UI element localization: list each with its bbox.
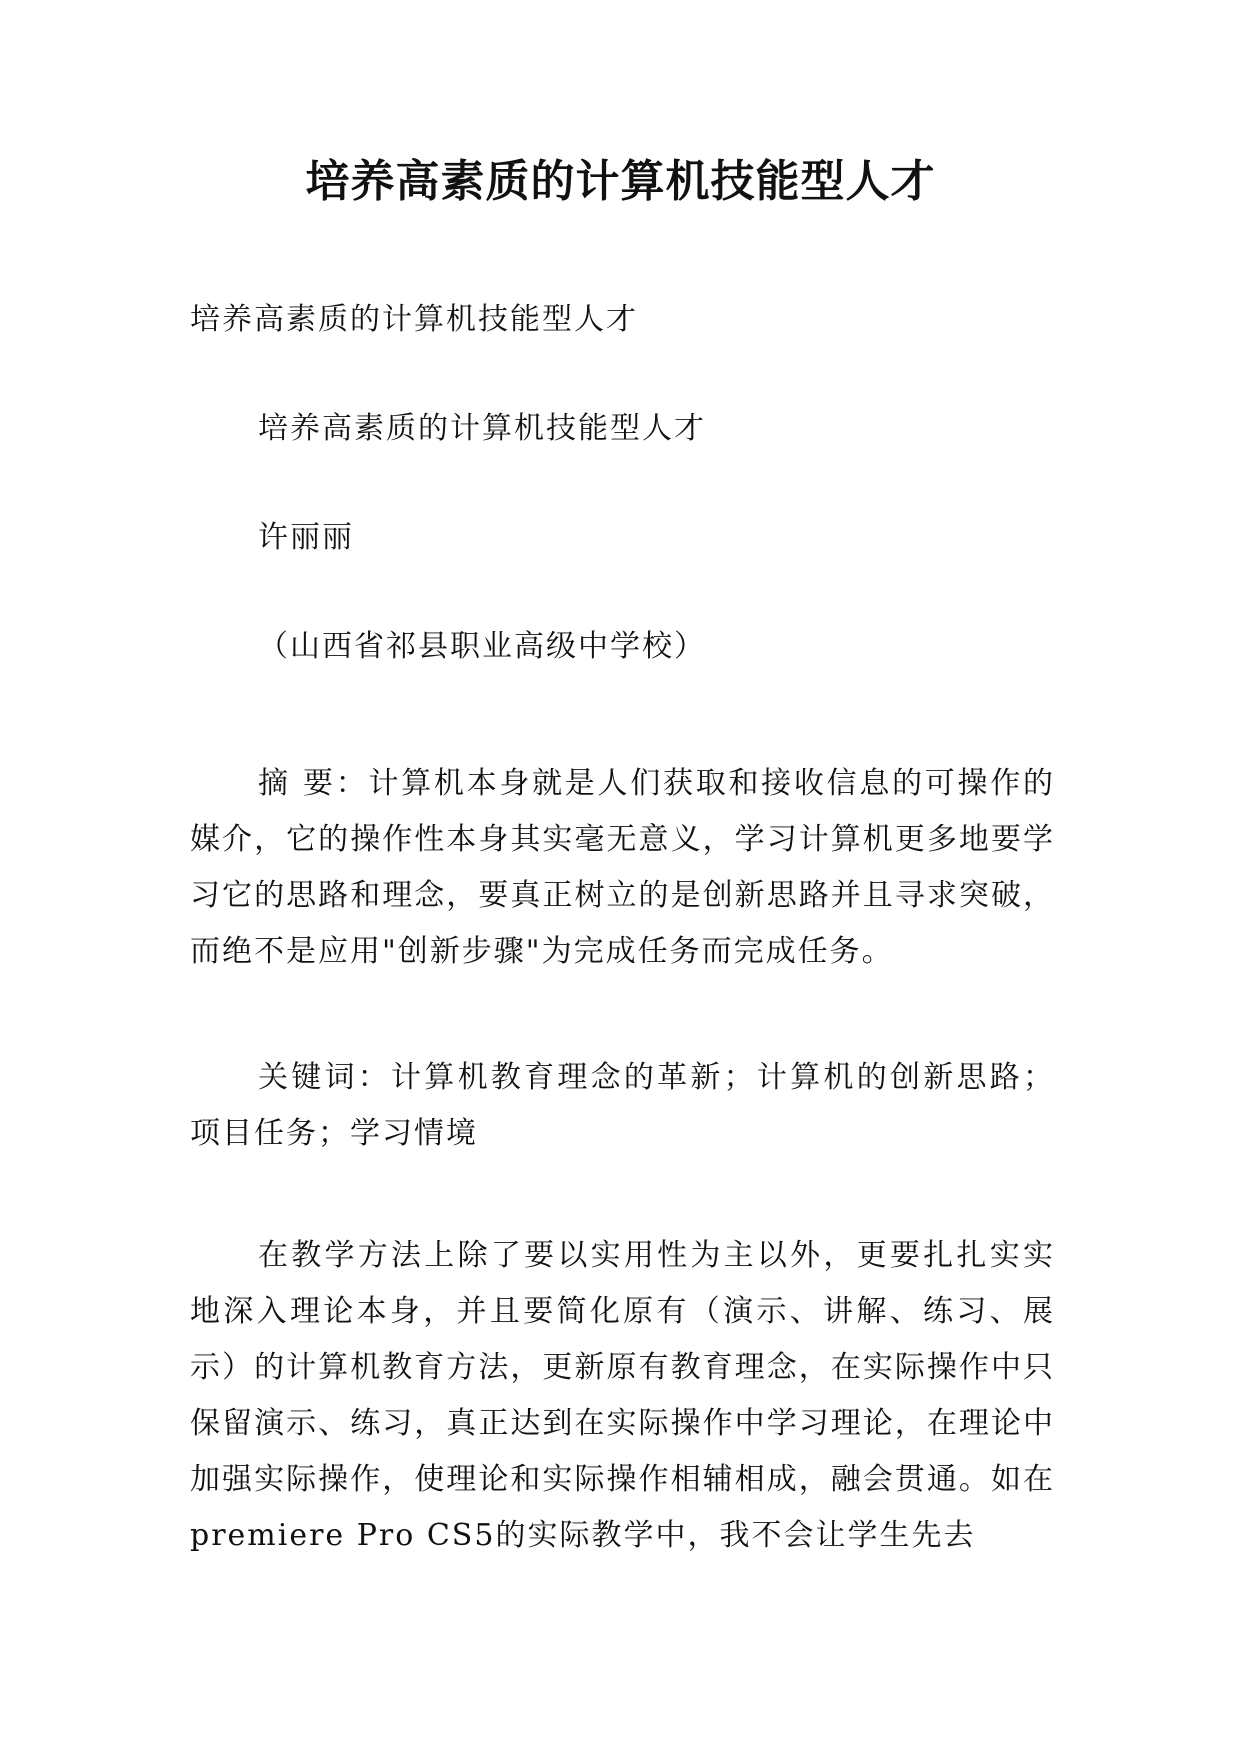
document-title: 培养高素质的计算机技能型人才 <box>305 156 936 207</box>
author-name: 许丽丽 <box>258 520 354 555</box>
abstract-paragraph: 摘 要：计算机本身就是人们获取和接收信息的可操作的媒介，它的操作性本身其实毫无意义，学习计算机更多地要学习它的思路和理念，要真正树立的是创新思路并且寻求突破，而绝不是应用"创新步骤"为完成任务而完成任务。 <box>190 766 1055 969</box>
document-subtitle-plain: 培养高素质的计算机技能型人才 <box>190 302 638 337</box>
keywords-paragraph: 关键词：计算机教育理念的革新；计算机的创新思路；项目任务；学习情境 <box>190 1060 1055 1151</box>
author-affiliation: （山西省祁县职业高级中学校） <box>258 629 706 664</box>
article-title: 培养高素质的计算机技能型人才 <box>258 411 706 446</box>
body-paragraph: 在教学方法上除了要以实用性为主以外，更要扎扎实实地深入理论本身，并且要简化原有（演示、讲解、练习、展示）的计算机教育方法，更新原有教育理念，在实际操作中只保留演示、练习，真正达到在实际操作中学习理论，在理论中加强实际操作，使理论和实际操作相辅相成，融会贯通。如在premiere Pro CS5的实际教学中，我不会让学生先去 <box>190 1238 1055 1553</box>
